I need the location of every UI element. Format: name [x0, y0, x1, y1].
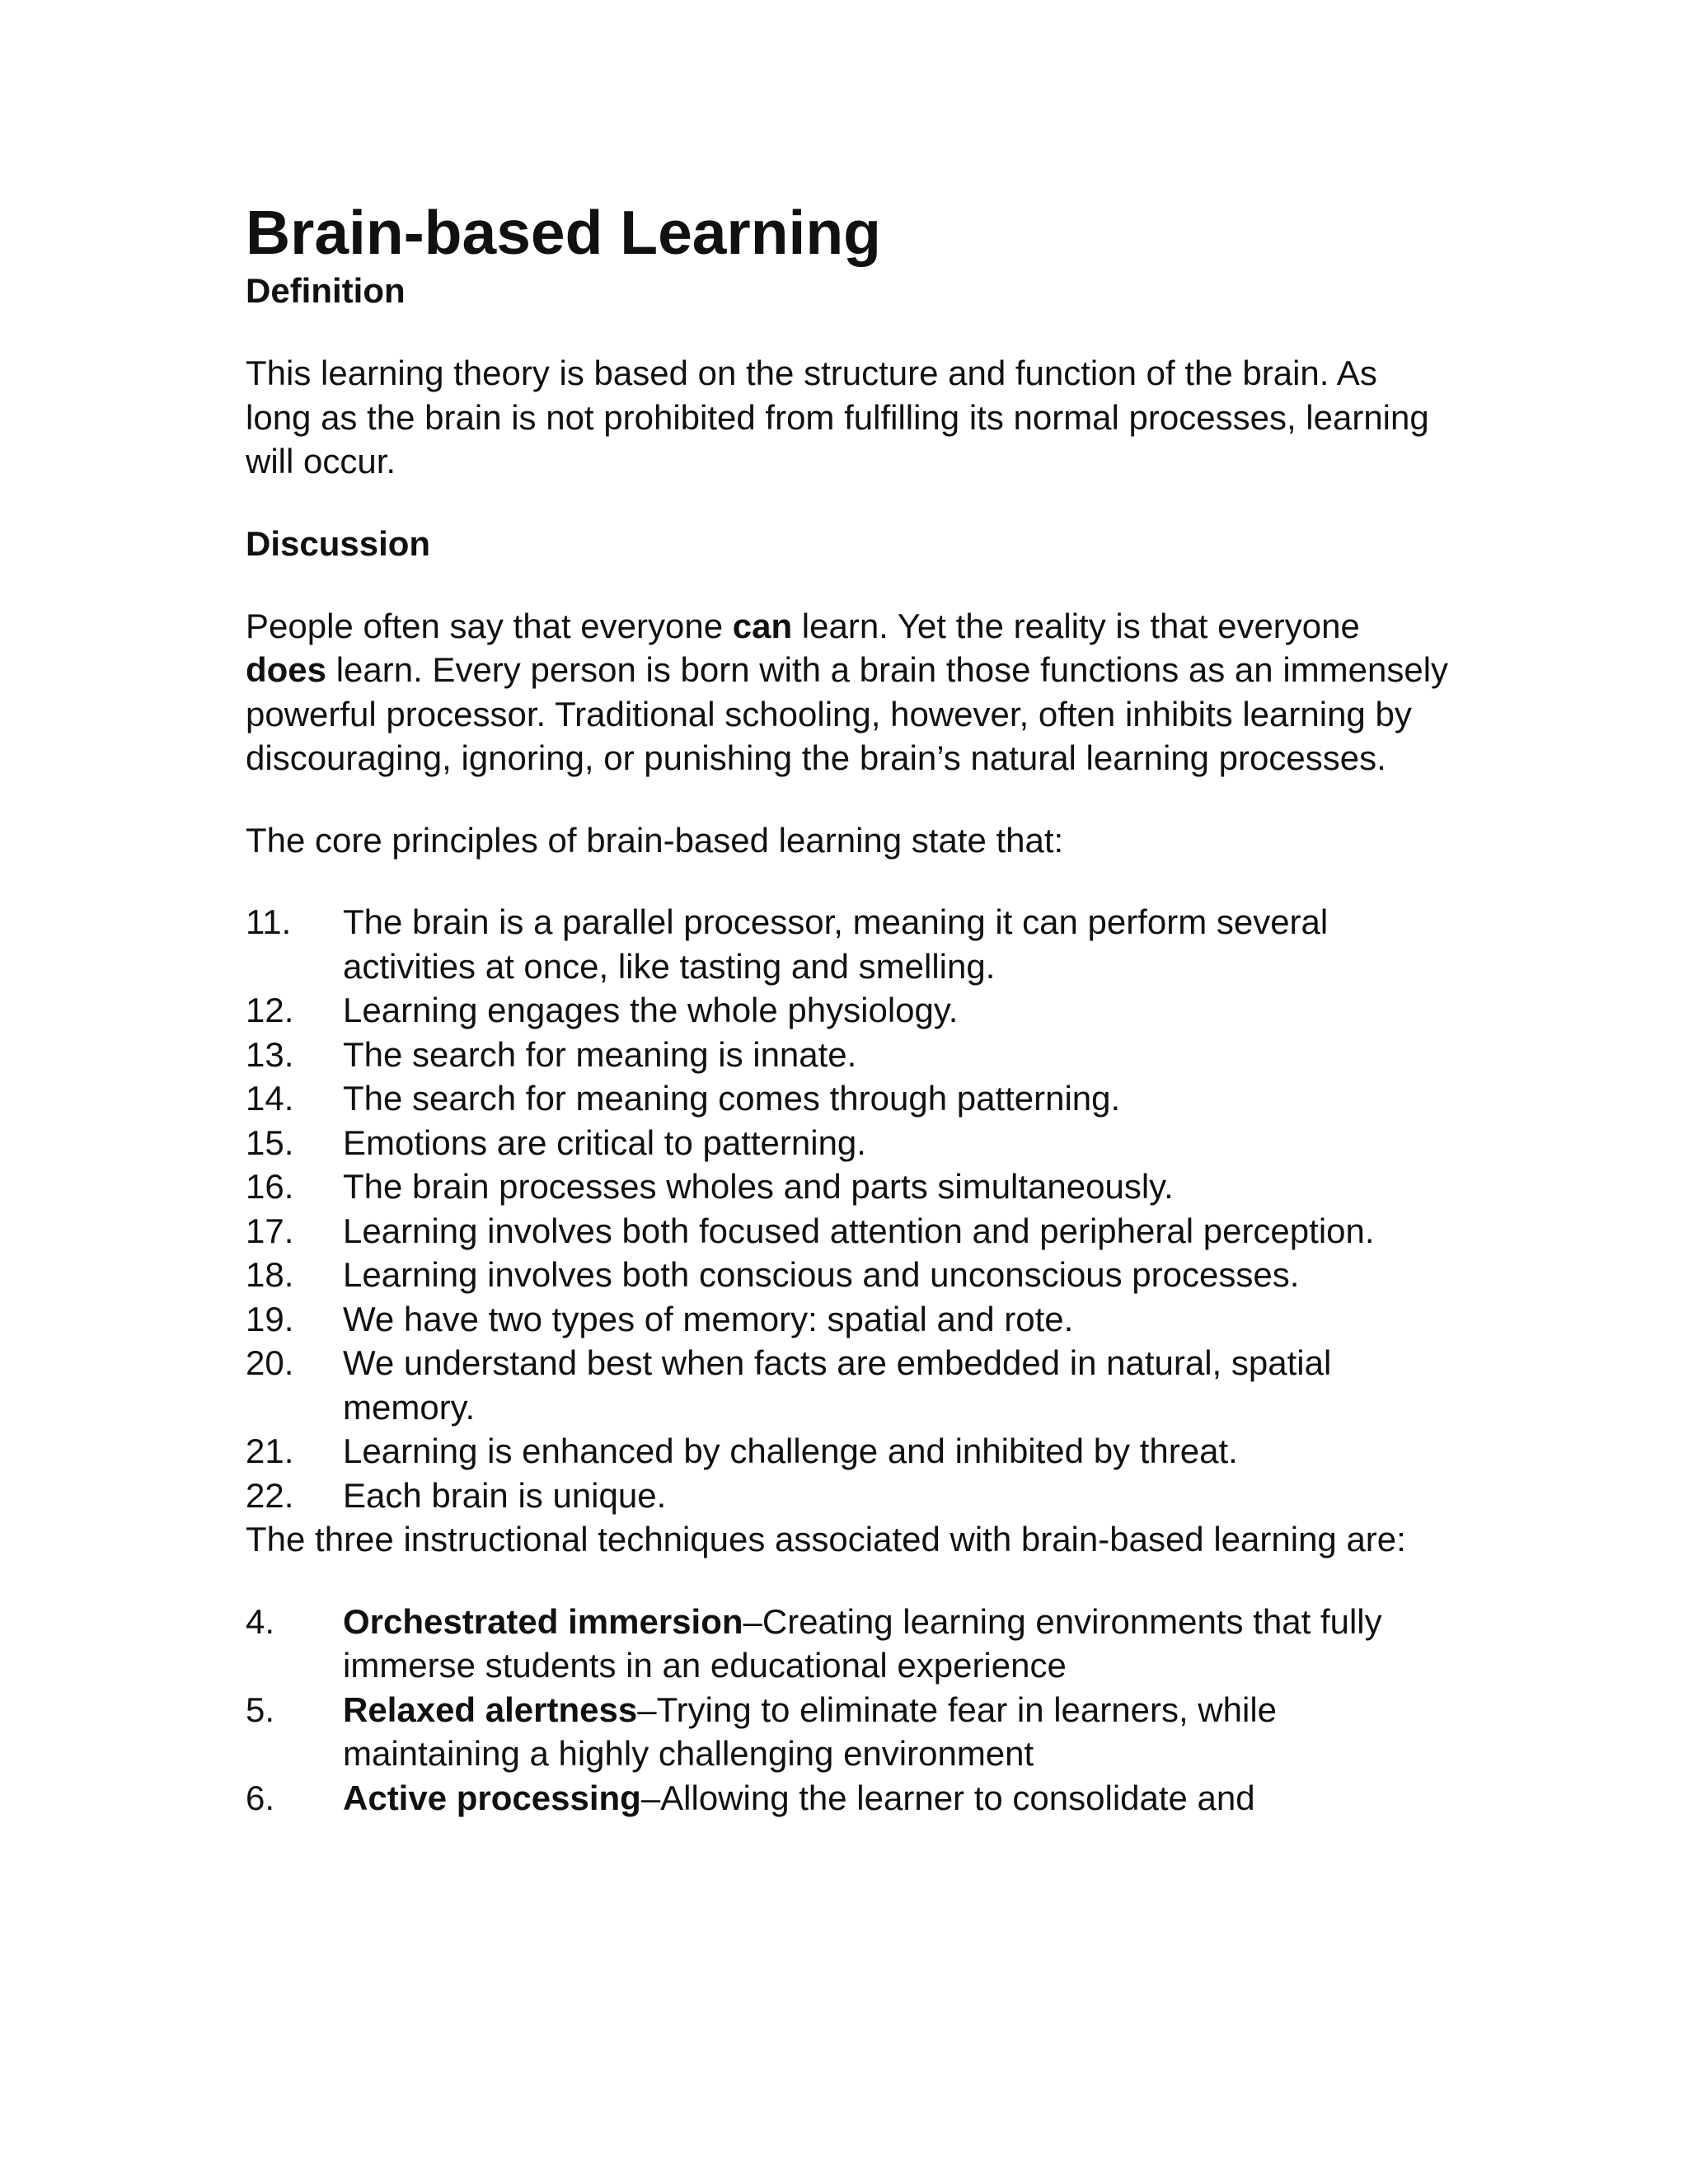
definition-paragraph: This learning theory is based on the structure and function of the brain. As long as the brain is not prohibited from fulfilling its normal processes, learning will occur.	[246, 354, 1429, 480]
page-title: Brain-based Learning	[246, 198, 881, 267]
list-item	[246, 1076, 1449, 1121]
list-text: The search for meaning comes through patterning.	[343, 1079, 1121, 1118]
list-number: 14.	[246, 1079, 294, 1118]
technique-description: –Trying to eliminate fear in learners, while maintaining a highly challenging environment	[343, 1690, 1278, 1773]
list-number: 18.	[246, 1255, 294, 1294]
document-content	[246, 196, 1449, 1820]
technique-term: Relaxed alertness	[343, 1690, 638, 1729]
list-item	[246, 900, 1449, 988]
list-text: Learning involves both conscious and unconscious processes.	[343, 1255, 1300, 1294]
list-text: We understand best when facts are embedded in natural, spatial memory.	[343, 1343, 1332, 1427]
techniques-intro: The three instructional techniques associated with brain-based learning are:	[246, 1520, 1406, 1558]
list-item	[246, 1033, 1449, 1077]
list-item	[246, 1209, 1449, 1254]
list-text: Learning engages the whole physiology.	[343, 991, 959, 1029]
emphasis-can: can	[732, 606, 793, 645]
list-number: 5.	[246, 1690, 275, 1729]
list-number: 22.	[246, 1475, 294, 1515]
list-number: 21.	[246, 1432, 294, 1470]
list-item	[246, 1688, 1449, 1776]
list-text: The search for meaning is innate.	[343, 1034, 857, 1074]
list-item	[246, 1165, 1449, 1209]
list-number: 13.	[246, 1034, 294, 1074]
discussion-text-2: learn. Yet the reality is that everyone	[792, 606, 1360, 645]
discussion-heading: Discussion	[246, 523, 431, 563]
technique-description: –Creating learning environments that fully immerse students in an educational experience	[343, 1601, 1382, 1685]
list-number: 20.	[246, 1343, 294, 1382]
list-number: 12.	[246, 991, 294, 1029]
list-text: The brain is a parallel processor, meaning it can perform several activities at once, like tasting and smelling.	[343, 902, 1329, 986]
list-number: 19.	[246, 1299, 294, 1338]
list-text: Each brain is unique.	[343, 1475, 667, 1515]
list-text: Emotions are critical to patterning.	[343, 1122, 866, 1162]
list-text: The brain processes wholes and parts simultaneously.	[343, 1167, 1174, 1206]
list-item	[246, 1253, 1449, 1297]
list-number: 11.	[246, 902, 292, 941]
list-text: We have two types of memory: spatial and rote.	[343, 1299, 1074, 1338]
list-text: Learning is enhanced by challenge and inhibited by threat.	[343, 1432, 1238, 1470]
list-item	[246, 1776, 1449, 1821]
list-item	[246, 1341, 1449, 1429]
discussion-text-1: People often say that everyone	[246, 606, 733, 645]
techniques-list	[246, 1600, 1449, 1821]
emphasis-does: does	[246, 650, 327, 689]
list-number: 16.	[246, 1167, 294, 1206]
technique-term: Orchestrated immersion	[343, 1601, 743, 1641]
list-number: 17.	[246, 1211, 294, 1250]
list-item	[246, 1297, 1449, 1342]
list-number: 4.	[246, 1601, 275, 1641]
definition-heading: Definition	[246, 271, 406, 310]
discussion-text-3: learn. Every person is born with a brain those functions as an immensely powerful processor. Traditional schooling, however, often inhibits learning by discouraging, ignoring, or punishing the brain’s natural learning processes.	[246, 650, 1449, 777]
list-number: 6.	[246, 1778, 275, 1817]
list-item	[246, 1429, 1449, 1474]
principles-list	[246, 900, 1449, 1517]
list-item	[246, 988, 1449, 1033]
list-number: 15.	[246, 1122, 294, 1162]
technique-description: –Allowing the learner to consolidate and	[640, 1778, 1255, 1817]
list-text: Learning involves both focused attention and peripheral perception.	[343, 1211, 1375, 1250]
discussion-paragraph	[246, 604, 1449, 780]
list-item	[246, 1600, 1449, 1688]
principles-intro: The core principles of brain-based learning state that:	[246, 820, 1064, 860]
list-item	[246, 1121, 1449, 1165]
technique-term: Active processing	[343, 1778, 641, 1817]
list-item	[246, 1474, 1449, 1518]
